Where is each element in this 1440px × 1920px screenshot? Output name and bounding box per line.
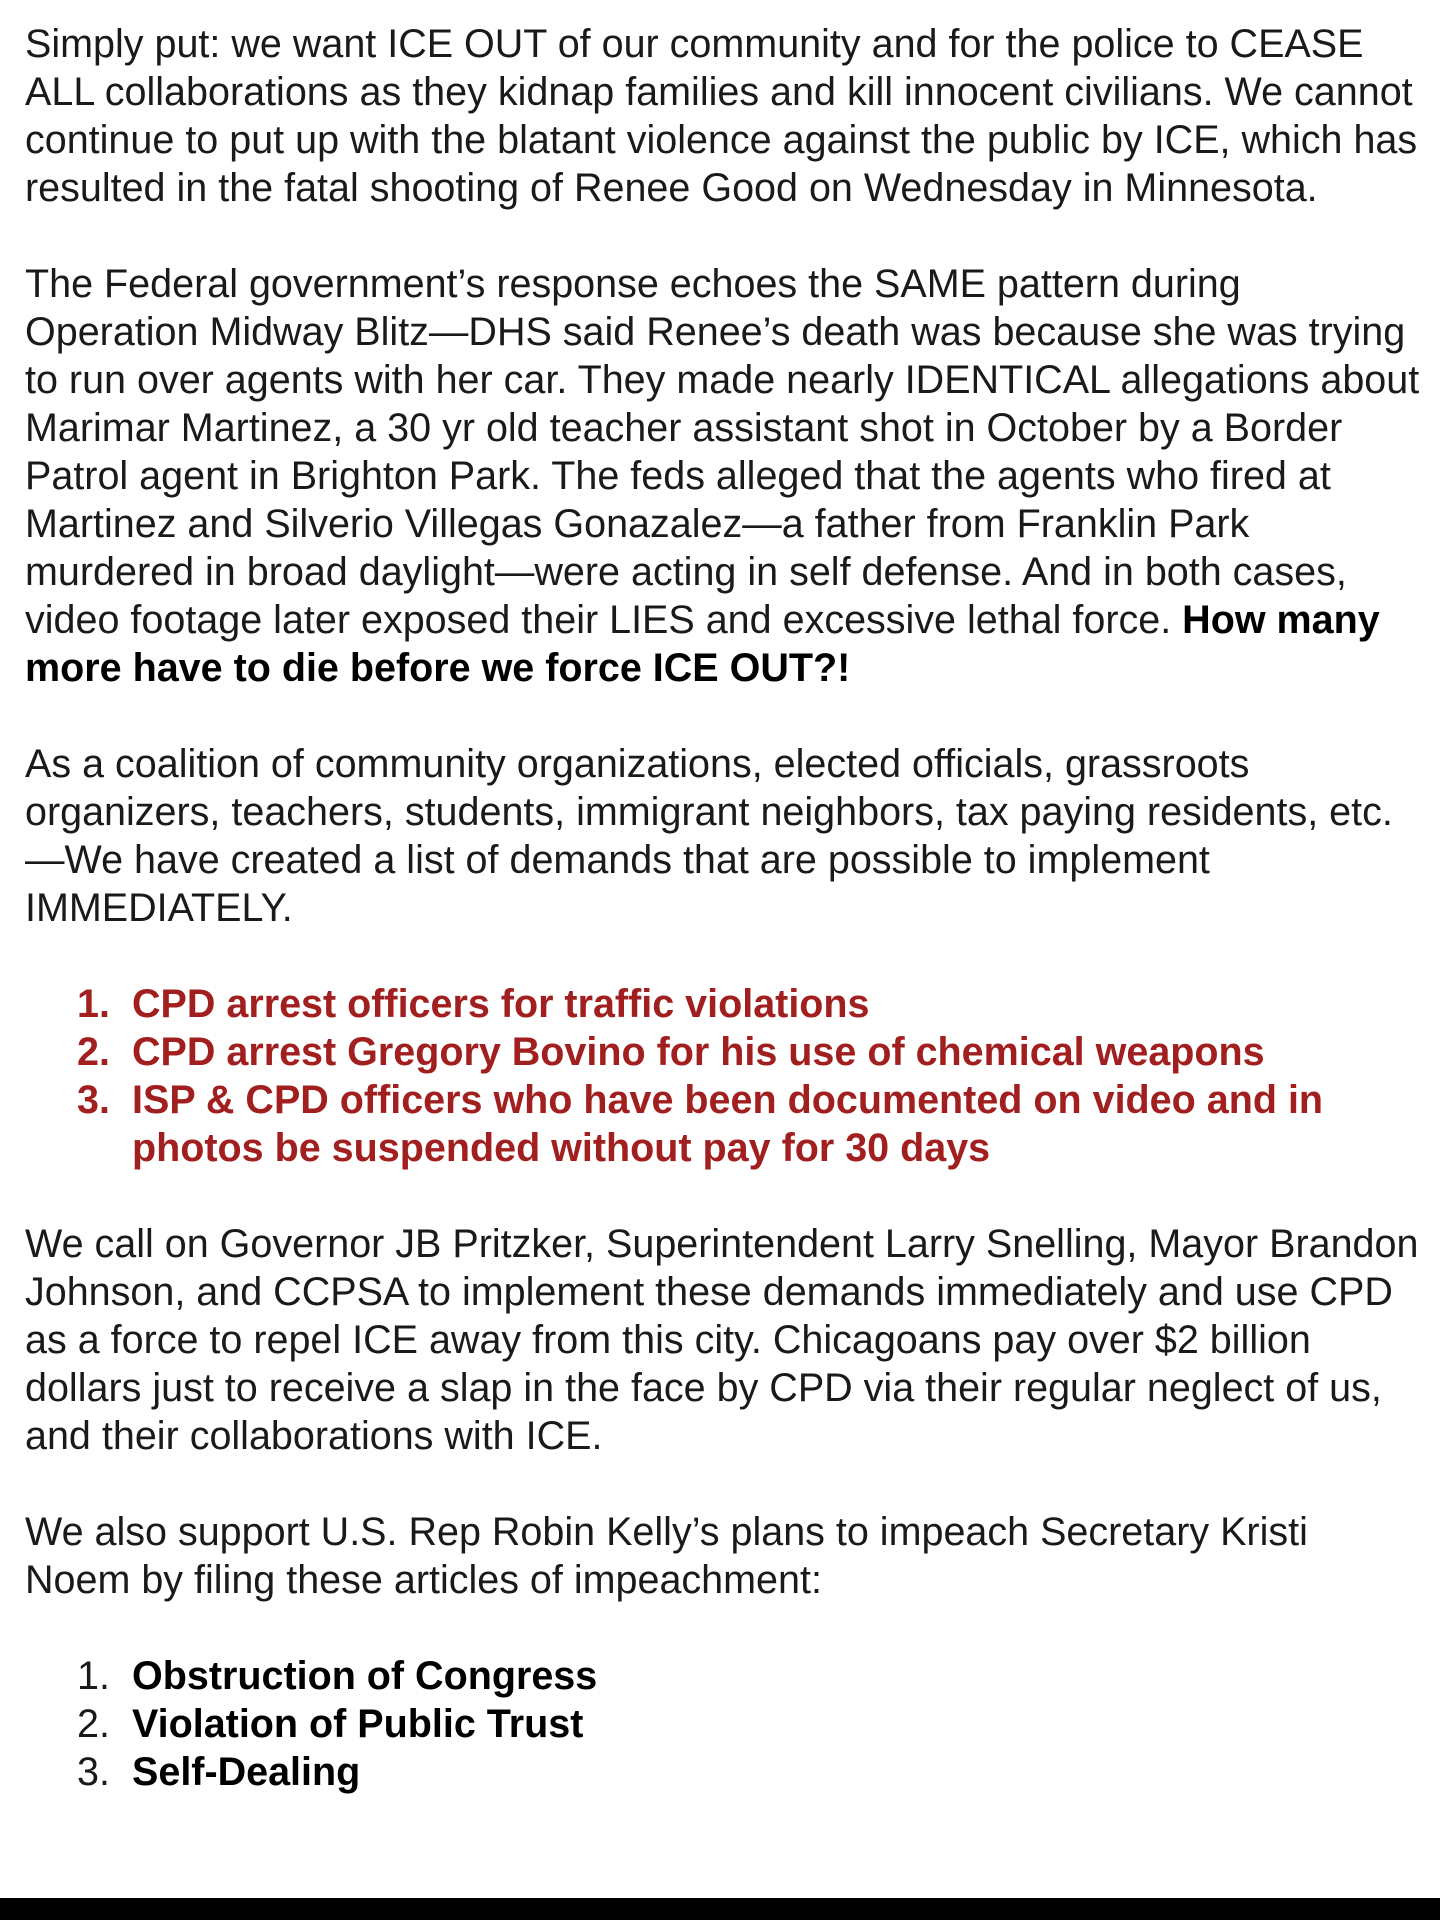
list-item-demand-3 xyxy=(25,1076,1420,1172)
paragraph-spacer xyxy=(25,212,1420,260)
list-item-number: 3. xyxy=(77,1750,110,1794)
list-item-text: CPD arrest Gregory Bovino for his use of chemical weapons xyxy=(132,1030,1265,1074)
paragraph-impeachment-support: We also support U.S. Rep Robin Kelly’s plans to impeach Secretary Kristi Noem by filing these articles of impeachment: xyxy=(25,1510,1308,1602)
list-item-text: CPD arrest officers for traffic violations xyxy=(132,982,870,1026)
paragraph-spacer xyxy=(25,692,1420,740)
paragraph-coalition: As a coalition of community organizations, elected officials, grassroots organizers, teachers, students, immigrant neighbors, tax paying residents, etc.—We have created a list of demands that are possible to implement IMMEDIATELY. xyxy=(25,742,1393,930)
list-item-number: 2. xyxy=(77,1702,110,1746)
list-item-number: 3. xyxy=(77,1078,110,1122)
document-body xyxy=(25,20,1420,1796)
list-item-text: ISP & CPD officers who have been documented on video and in photos be suspended without pay for 30 days xyxy=(132,1078,1324,1170)
list-item-demand-2 xyxy=(25,1028,1420,1076)
paragraph-federal-response-text: The Federal government’s response echoes the SAME pattern during Operation Midway Blitz—DHS said Renee’s death was because she was trying to run over agents with her car. They made nearly IDENTICAL allegations about Marimar Martinez, a 30 yr old teacher assistant shot in October by a Border Patrol agent in Brighton Park. The feds alleged that the agents who fired at Martinez and Silverio Villegas Gonazalez—a father from Franklin Park murdered in broad daylight—were acting in self defense. And in both cases, video footage later exposed their LIES and excessive lethal force. xyxy=(25,262,1420,642)
list-item-article-1 xyxy=(25,1652,1420,1700)
impeachment-articles-list xyxy=(25,1652,1420,1796)
list-item-text: Violation of Public Trust xyxy=(132,1702,584,1746)
list-item-text: Self-Dealing xyxy=(132,1750,361,1794)
paragraph-federal-response xyxy=(25,260,1420,692)
list-item-number: 2. xyxy=(77,1030,110,1074)
paragraph-intro: Simply put: we want ICE OUT of our community and for the police to CEASE ALL collaborations as they kidnap families and kill innocent civilians. We cannot continue to put up with the blatant violence against the public by ICE, which has resulted in the fatal shooting of Renee Good on Wednesday in Minnesota. xyxy=(25,22,1418,210)
paragraph-spacer xyxy=(25,1604,1420,1652)
list-item-number: 1. xyxy=(77,1654,110,1698)
paragraph-spacer xyxy=(25,1172,1420,1220)
paragraph-call-to-officials: We call on Governor JB Pritzker, Superintendent Larry Snelling, Mayor Brandon Johnson, and CCPSA to implement these demands immediately and use CPD as a force to repel ICE away from this city. Chicagoans pay over $2 billion dollars just to receive a slap in the face by CPD via their regular neglect of us, and their collaborations with ICE. xyxy=(25,1222,1419,1458)
list-item-number: 1. xyxy=(77,982,110,1026)
paragraph-federal-response-emphasis: How many more have to die before we force ICE OUT?! xyxy=(25,598,1380,690)
paragraph-spacer xyxy=(25,1460,1420,1508)
list-item-text: Obstruction of Congress xyxy=(132,1654,598,1698)
paragraph-spacer xyxy=(25,932,1420,980)
list-item-article-3 xyxy=(25,1748,1420,1796)
list-item-article-2 xyxy=(25,1700,1420,1748)
bottom-edge-bar xyxy=(0,1898,1440,1920)
list-item-demand-1 xyxy=(25,980,1420,1028)
demands-list xyxy=(25,980,1420,1172)
